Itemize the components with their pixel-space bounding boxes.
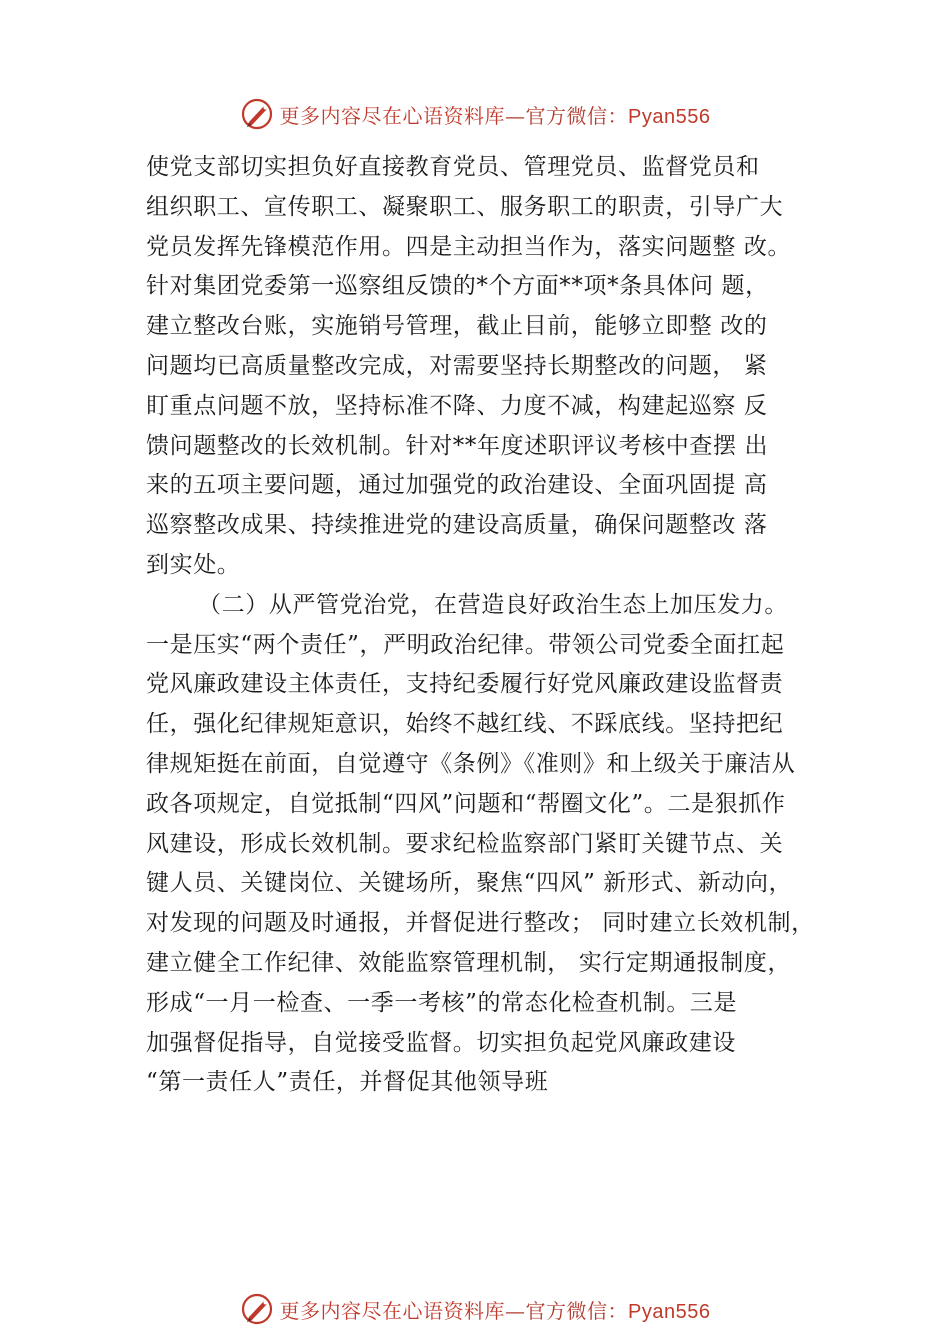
body-line: 政各项规定，自觉抵制“四风”问题和“帮圈文化”。二是狠抓作 (146, 790, 786, 817)
body-line: 加强督促指导，自觉接受监督。切实担负起党风廉政建设 (146, 1029, 736, 1056)
body-line: 馈问题整改的长效机制。针对**年度述职评议考核中查摆 出 (146, 432, 769, 459)
body-line: 针对集团党委第一巡察组反馈的*个方面**项*条具体问 题， (146, 273, 769, 300)
body-line: 建立整改台账，实施销号管理，截止目前，能够立即整 改的 (146, 313, 768, 340)
pen-logo-icon (240, 1292, 274, 1326)
banner-separator: — (505, 1298, 526, 1323)
body-line: 形成“一月一检查、一季一考核”的常态化检查机制。三是 (146, 989, 738, 1016)
body-line: 使党支部切实担负好直接教育党员、管理党员、监督党员和 (146, 154, 760, 180)
body-line: 建立健全工作纪律、效能监察管理机制， 实行定期通报制度， (146, 949, 792, 976)
body-line: 盯重点问题不放，坚持标准不降、力度不减，构建起巡察 反 (146, 392, 768, 419)
banner-wechat-id: Pyan556 (628, 105, 711, 128)
document-body (146, 148, 836, 1103)
body-line: 律规矩挺在前面，自觉遵守《条例》《准则》和上级关于廉洁从 (146, 750, 796, 777)
banner-brand: 更多内容尽在心语资料库 (279, 103, 506, 128)
body-line: 键人员、关键岗位、关键场所，聚焦“四风” 新形式、新动向， (146, 870, 793, 897)
section-heading: （二）从严管党治党，在营造良好政治生态上加压发力。 (198, 591, 788, 618)
body-line: 一是压实“两个责任”，严明政治纪律。带领公司党委全面扛起 (146, 631, 785, 658)
body-line: 风建设，形成长效机制。要求纪检监察部门紧盯关键节点、关 (146, 830, 784, 857)
body-line: 对发现的问题及时通报，并督促进行整改； 同时建立长效机制， (146, 910, 815, 937)
banner-brand: 更多内容尽在心语资料库 (279, 1298, 506, 1323)
body-line: 巡察整改成果、持续推进党的建设高质量，确保问题整改 落 (146, 512, 768, 539)
body-line: 问题均已高质量整改完成，对需要坚持长期整改的问题， 紧 (146, 352, 768, 379)
body-line: 组织职工、宣传职工、凝聚职工、服务职工的职责，引导广大 (146, 193, 784, 220)
pen-logo-icon (240, 97, 274, 131)
body-line: 任，强化纪律规矩意识，始终不越红线、不踩底线。坚持把纪 (146, 711, 784, 738)
footer-banner (0, 1289, 950, 1329)
body-line: “第一责任人”责任，并督促其他领导班 (146, 1069, 549, 1096)
banner-separator: — (505, 103, 526, 128)
body-line: 来的五项主要问题，通过加强党的政治建设、全面巩固提 高 (146, 472, 768, 499)
body-line: 党风廉政建设主体责任，支持纪委履行好党风廉政建设监督责 (146, 671, 784, 698)
banner-text (280, 1295, 711, 1324)
banner-wechat-label: 官方微信： (525, 1298, 629, 1323)
body-line: 党员发挥先锋模范作用。四是主动担当作为，落实问题整 改。 (146, 233, 792, 260)
body-line: 到实处。 (146, 551, 241, 578)
banner-wechat-id: Pyan556 (628, 1300, 711, 1323)
banner-wechat-label: 官方微信： (525, 103, 629, 128)
banner-text (280, 100, 711, 129)
header-banner (0, 94, 950, 134)
